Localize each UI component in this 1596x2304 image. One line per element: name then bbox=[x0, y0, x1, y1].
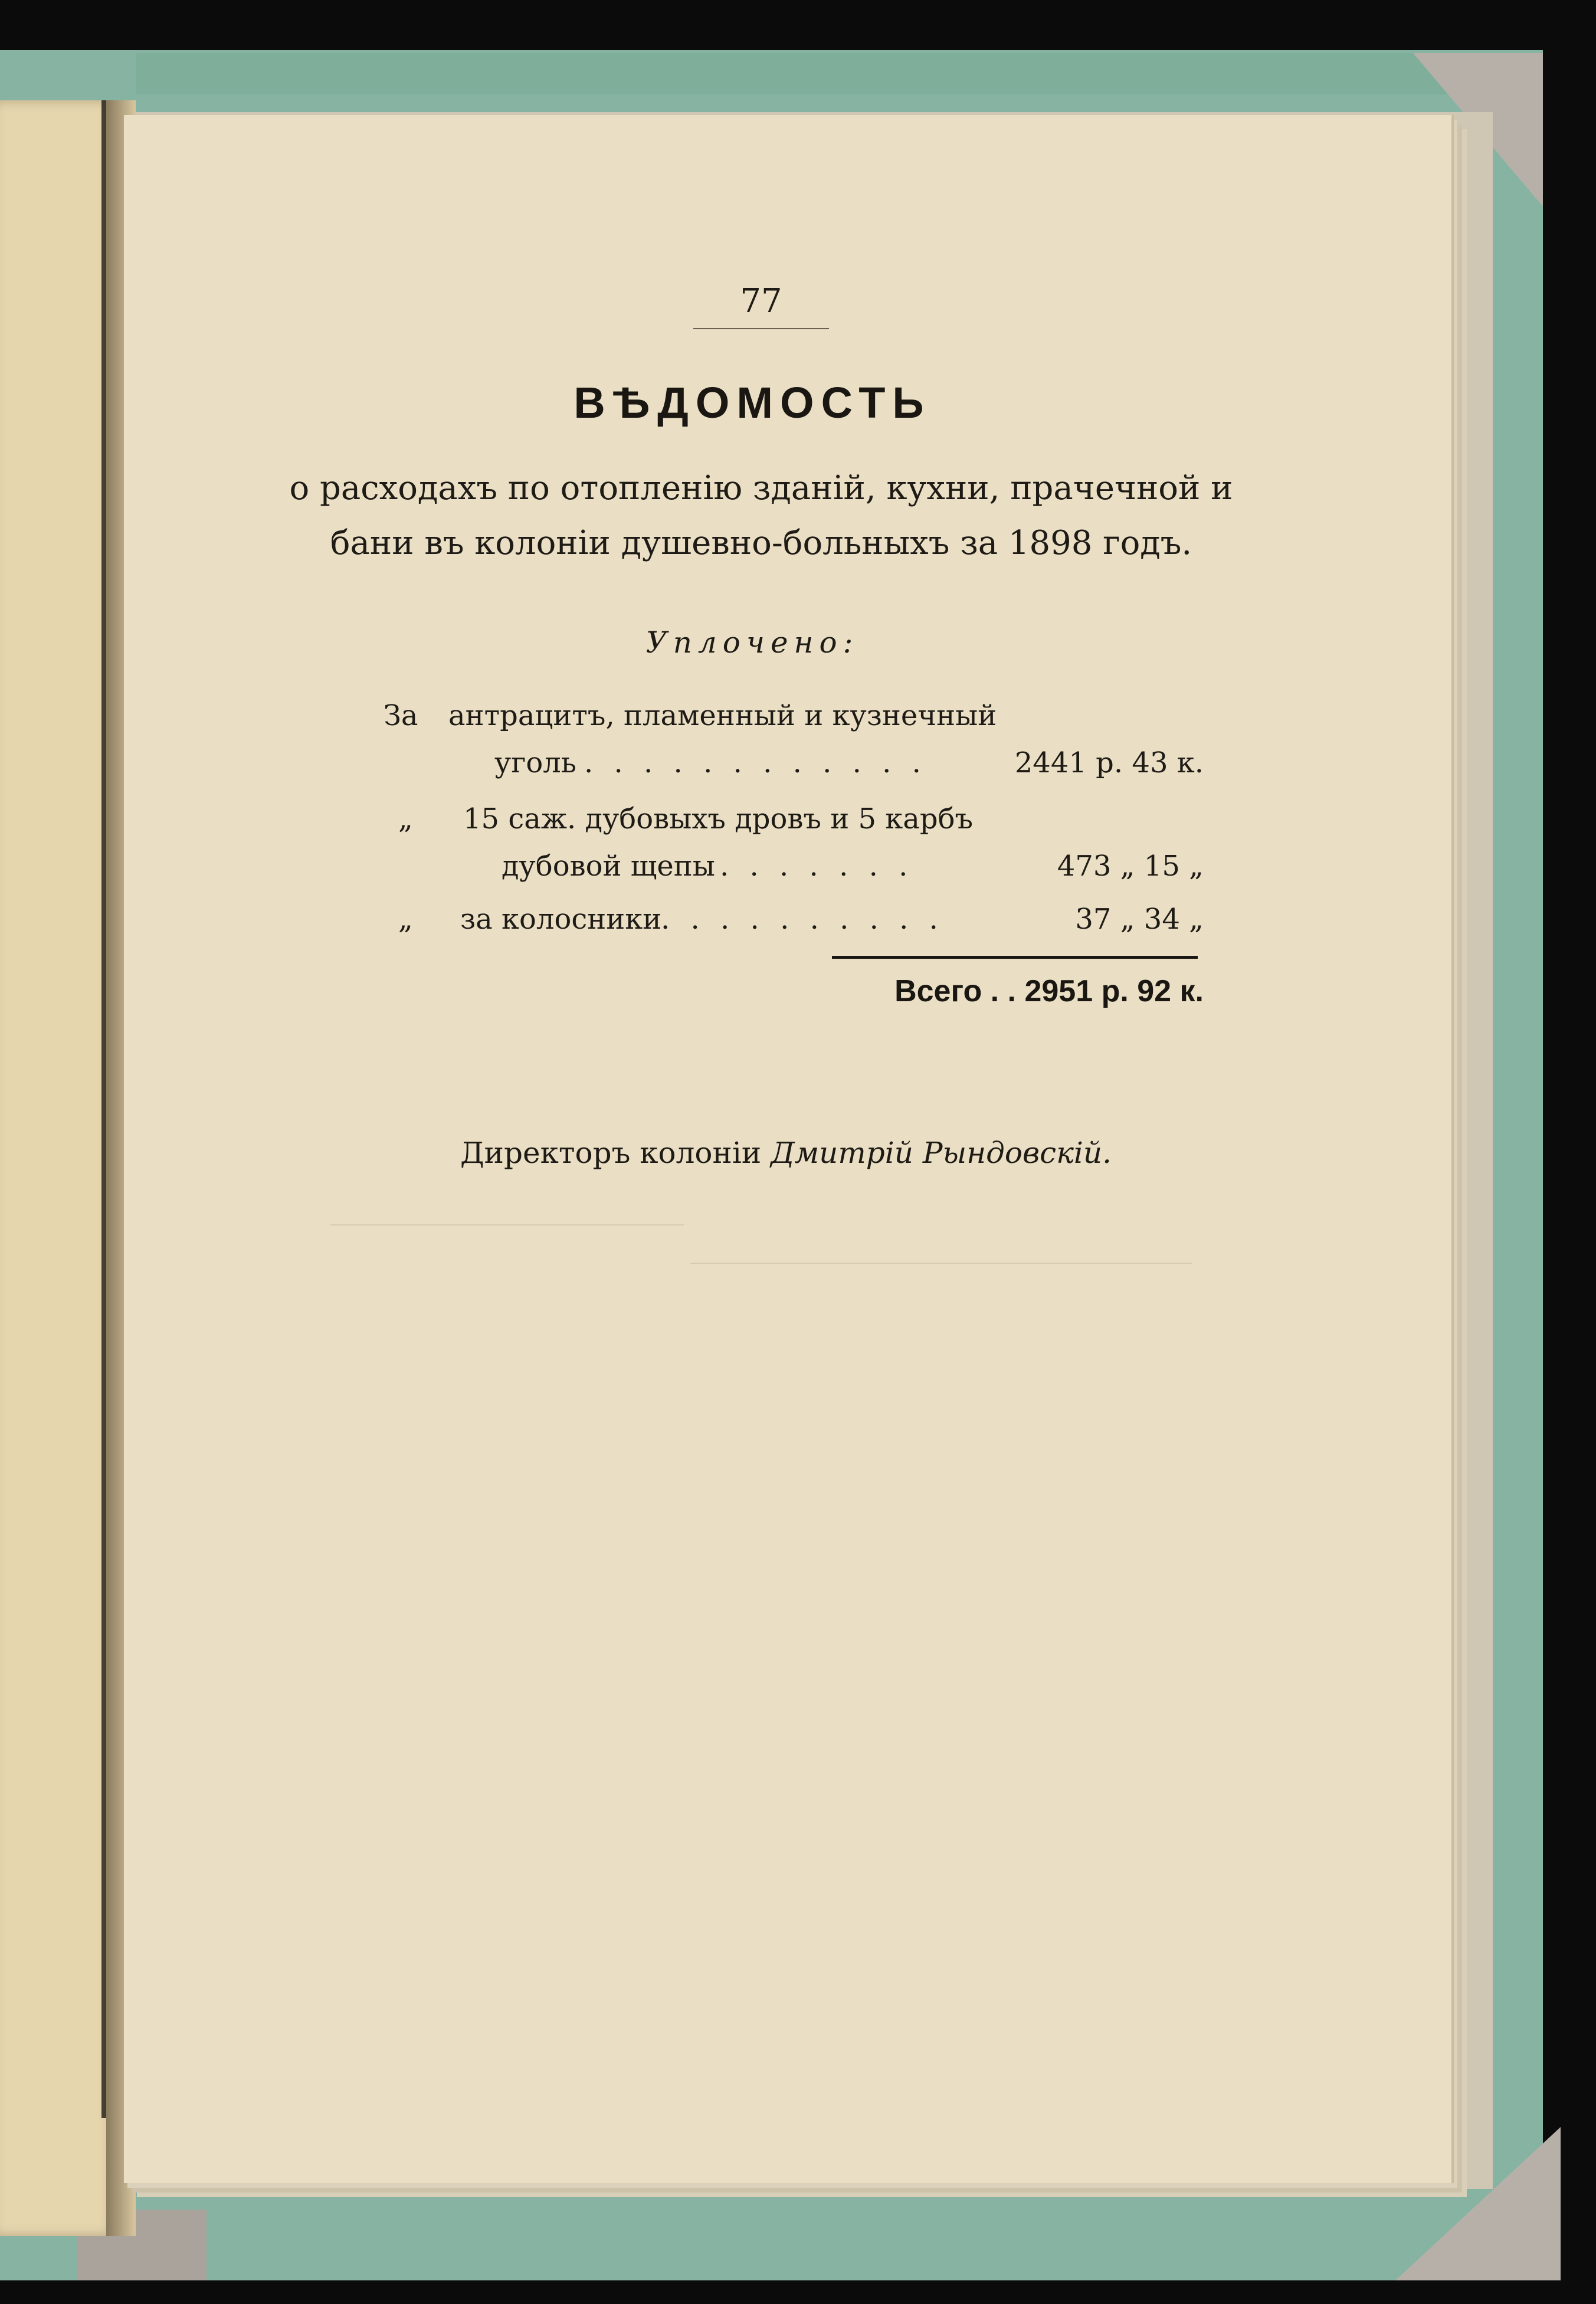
bleed-through-rule bbox=[330, 1224, 684, 1225]
item-1-prefix: За bbox=[384, 699, 418, 732]
subtitle-line-1: о расходахъ по отопленію зданій, кухни, прачечной и bbox=[289, 469, 1233, 507]
cover-cloth-top bbox=[136, 53, 1516, 94]
item-2-description: 15 саж. дубовыхъ дровъ и 5 карбъ bbox=[463, 802, 974, 835]
sum-rule bbox=[832, 956, 1198, 959]
item-2-leader-dots: . . . . . . . bbox=[720, 850, 914, 883]
paid-heading: Уплочено: bbox=[645, 625, 859, 660]
item-3-prefix: „ bbox=[398, 903, 413, 936]
left-page-rule bbox=[101, 100, 106, 2118]
item-2-prefix: „ bbox=[398, 802, 413, 835]
item-3-leader-dots: . . . . . . . . . . bbox=[661, 903, 944, 936]
document-title: ВѢДОМОСТЬ bbox=[573, 378, 931, 427]
item-1-description: антрацитъ, пламенный и кузнечный bbox=[448, 699, 997, 732]
page-number-rule bbox=[693, 328, 829, 329]
signature-name: Дмитрій Рындовскій. bbox=[771, 1136, 1112, 1170]
item-3-description: за колосники bbox=[460, 903, 662, 936]
page-number: 77 bbox=[740, 282, 782, 320]
subtitle-line-2: бани въ колоніи душевно-больныхъ за 1898 годъ. bbox=[330, 524, 1192, 562]
total-line: Всего . . 2951 р. 92 к. bbox=[894, 974, 1204, 1008]
signature-title: Директоръ колоніи bbox=[460, 1136, 762, 1170]
item-1-amount: 2441 р. 43 к. bbox=[1014, 746, 1204, 779]
left-page-edge bbox=[0, 100, 118, 2236]
bleed-through-rule bbox=[690, 1263, 1192, 1264]
item-3-amount: 37 „ 34 „ bbox=[1075, 903, 1204, 936]
signature-line bbox=[460, 1136, 1112, 1170]
item-2-amount: 473 „ 15 „ bbox=[1057, 850, 1204, 883]
item-2-description-cont: дубовой щепы bbox=[502, 850, 715, 883]
item-1-description-cont: уголь bbox=[494, 746, 576, 779]
item-1-leader-dots: . . . . . . . . . . . . bbox=[584, 746, 927, 779]
